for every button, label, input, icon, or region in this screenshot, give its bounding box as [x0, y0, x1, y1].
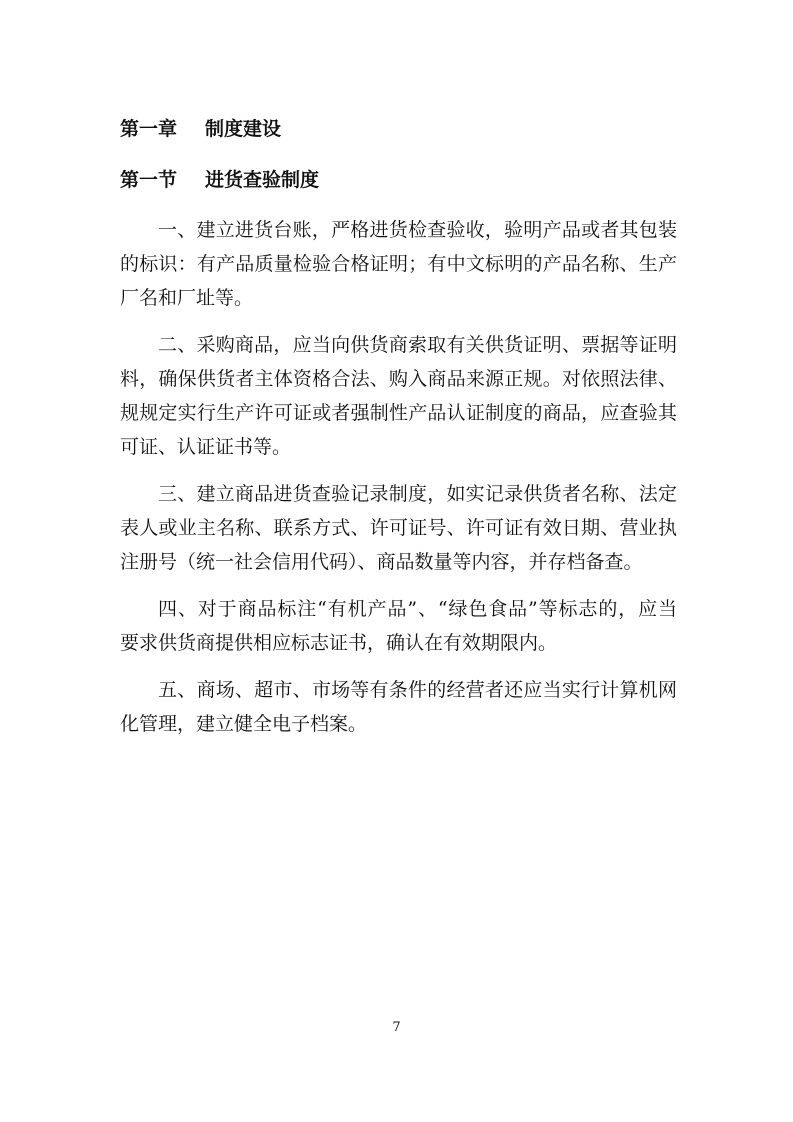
section-number: 第一节 [120, 169, 178, 191]
document-body [120, 213, 677, 754]
paragraph-line: 规规定实行生产许可证或者强制性产品认证制度的商品，应查验其 [120, 402, 677, 424]
paragraph-line: 四、对于商品标注“有机产品”、“绿色食品”等标志的，应当 [158, 598, 677, 620]
paragraph [120, 592, 677, 660]
section-heading [120, 165, 319, 192]
paragraph [120, 328, 677, 464]
paragraph-line: 料，确保供货者主体资格合法、购入商品来源正规。对依照法律、 [120, 368, 677, 390]
page-number: 7 [392, 1020, 401, 1035]
paragraph-line: 要求供货商提供相应标志证书，确认在有效期限内。 [120, 632, 558, 654]
paragraph [120, 213, 677, 315]
paragraph-line: 三、建立商品进货查验记录制度，如实记录供货者名称、法定 [158, 483, 677, 505]
section-title: 进货查验制度 [205, 169, 320, 191]
chapter-title: 制度建设 [205, 118, 282, 140]
chapter-heading [120, 114, 281, 141]
paragraph-line: 注册号（统一社会信用代码）、商品数量等内容，并存档备查。 [120, 551, 643, 573]
paragraph-line: 化管理，建立健全电子档案。 [120, 713, 368, 735]
chapter-number: 第一章 [120, 118, 178, 140]
paragraph-line: 二、采购商品，应当向供货商索取有关供货证明、票据等证明 [158, 334, 677, 356]
paragraph [120, 477, 677, 579]
paragraph-line: 表人或业主名称、联系方式、许可证号、许可证有效日期、营业执 [120, 517, 677, 539]
paragraph-line: 可证、认证证书等。 [120, 436, 292, 458]
paragraph [120, 673, 677, 741]
paragraph-line: 五、商场、超市、市场等有条件的经营者还应当实行计算机网 [158, 679, 677, 701]
paragraph-line: 厂名和厂址等。 [120, 287, 254, 309]
paragraph-line: 一、建立进货台账，严格进货检查验收，验明产品或者其包装 [158, 219, 677, 241]
paragraph-line: 的标识：有产品质量检验合格证明；有中文标明的产品名称、生产 [120, 253, 677, 275]
